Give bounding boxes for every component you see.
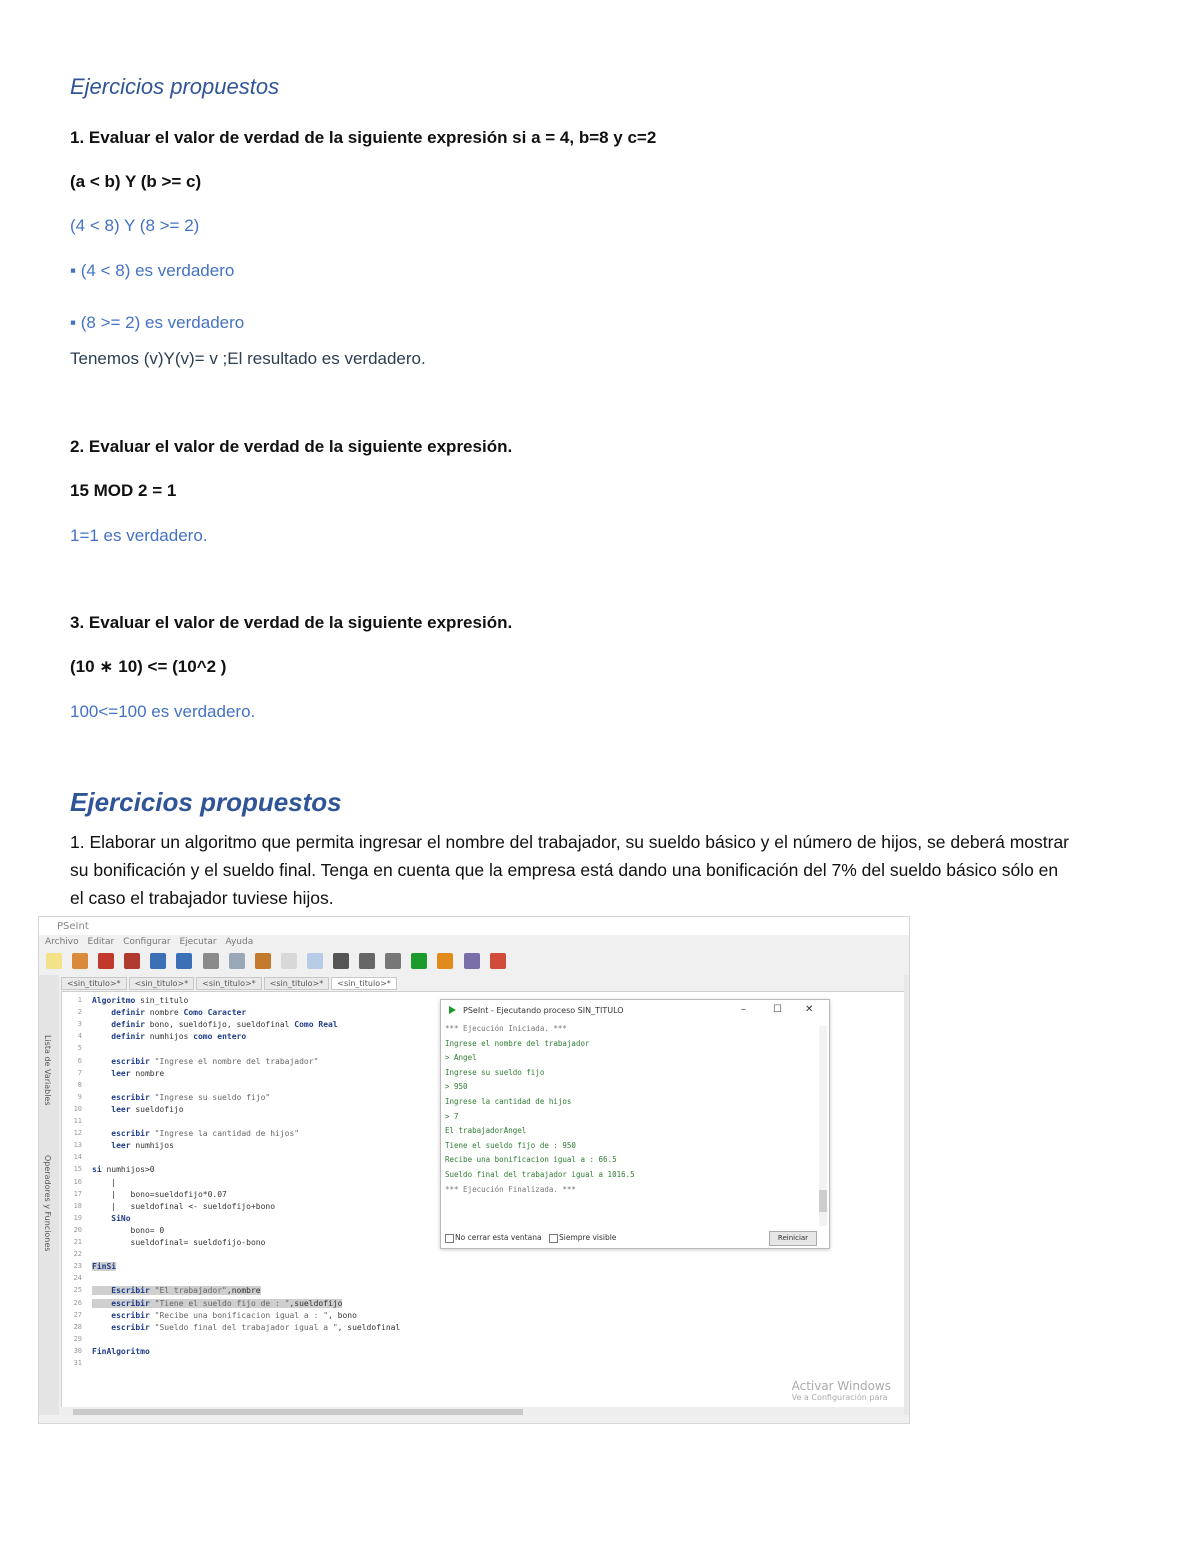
line-number-gutter xyxy=(62,992,88,1408)
menu-ejecutar[interactable]: Ejecutar xyxy=(179,937,217,947)
always-visible-label: Siempre visible xyxy=(559,1233,617,1242)
line-number: 18 xyxy=(73,1201,82,1210)
code-line[interactable]: | sueldofinal <- sueldofijo+bono xyxy=(92,1201,276,1211)
section2-heading: Ejercicios propuestos xyxy=(70,787,342,817)
file-tab[interactable]: <sin_titulo>* xyxy=(129,977,195,990)
line-number: 1 xyxy=(77,996,82,1004)
console-line: Ingrese el nombre del trabajador xyxy=(445,1038,590,1048)
file-tab[interactable]: <sin_titulo>* xyxy=(264,977,330,990)
code-line[interactable]: escribir "Sueldo final del trabajador igual a ", sueldofinal xyxy=(111,1322,401,1332)
line-number: 13 xyxy=(73,1141,82,1150)
pseint-screenshot xyxy=(38,916,910,1424)
menu-ayuda[interactable]: Ayuda xyxy=(225,937,254,947)
menu-configurar[interactable]: Configurar xyxy=(123,937,171,947)
line-number: 21 xyxy=(73,1238,82,1246)
line-number: 7 xyxy=(77,1068,82,1077)
console-footer xyxy=(441,1228,829,1248)
line-number: 28 xyxy=(73,1322,82,1331)
watermark-subtitle: Ve a Configuración para xyxy=(791,1393,888,1402)
ex1-expression: (a < b) Y (b >= c) xyxy=(70,172,202,191)
code-line[interactable]: definir nombre Como Caracter xyxy=(111,1008,247,1018)
ex3-result: 100<=100 es verdadero. xyxy=(70,702,256,721)
app-titlebar xyxy=(39,917,909,935)
code-line[interactable]: si numhijos>0 xyxy=(92,1165,155,1175)
file-tab[interactable]: <sin_titulo>* xyxy=(196,977,262,990)
console-line: Recibe una bonificacion igual a : 66.5 xyxy=(445,1155,617,1165)
restart-button[interactable]: Reiniciar xyxy=(769,1231,817,1246)
activation-watermark xyxy=(792,1379,891,1402)
console-line: > 7 xyxy=(445,1111,459,1121)
line-number: 26 xyxy=(73,1298,82,1307)
toolbar xyxy=(43,949,903,975)
line-number: 23 xyxy=(73,1262,82,1271)
ex1-conclusion: Tenemos (v)Y(v)= v ;El resultado es verdadero. xyxy=(70,349,426,368)
variables-list-tab[interactable]: Lista de Variables xyxy=(43,1035,52,1106)
indent-icon[interactable] xyxy=(281,953,297,969)
line-number: 12 xyxy=(73,1129,82,1138)
bullet-icon: ▪ xyxy=(70,261,81,280)
console-line: Tiene el sueldo fijo de : 950 xyxy=(445,1140,576,1150)
line-number: 19 xyxy=(73,1213,82,1222)
line-number: 15 xyxy=(73,1165,82,1174)
line-number: 31 xyxy=(73,1359,82,1367)
line-number: 25 xyxy=(73,1286,82,1295)
help-icon[interactable] xyxy=(490,953,506,969)
console-line: Ingrese su sueldo fijo xyxy=(445,1067,545,1077)
code-line[interactable]: bono= 0 xyxy=(92,1225,165,1235)
console-line: Sueldo final del trabajador igual a 1016.5 xyxy=(445,1170,635,1179)
ex2-expression: 15 MOD 2 = 1 xyxy=(70,481,177,500)
code-line[interactable]: FinAlgoritmo xyxy=(92,1346,150,1356)
line-number: 3 xyxy=(77,1020,82,1029)
new-file-icon[interactable] xyxy=(46,953,62,969)
code-line[interactable]: escribir "Tiene el sueldo fijo de : ",sueldofijo xyxy=(92,1299,342,1308)
console-title: PSeInt - Ejecutando proceso SIN_TITULO xyxy=(463,1006,624,1015)
menu-bar xyxy=(39,935,909,949)
keep-open-checkbox[interactable] xyxy=(445,1234,454,1243)
copy-icon[interactable] xyxy=(229,953,245,969)
code-line[interactable]: definir bono, sueldofijo, sueldofinal Como Real xyxy=(111,1020,338,1030)
ex1-title: 1. Evaluar el valor de verdad de la siguiente expresión si a = 4, b=8 y c=2 xyxy=(70,128,657,147)
code-line[interactable]: escribir "Recibe una bonificacion igual a : ", bono xyxy=(111,1310,357,1320)
line-number: 6 xyxy=(77,1056,82,1065)
line-number: 30 xyxy=(73,1346,82,1355)
check-syntax-icon[interactable] xyxy=(359,953,375,969)
code-line[interactable]: Algoritmo sin_titulo xyxy=(92,996,189,1005)
code-line[interactable]: escribir "Ingrese la cantidad de hijos" xyxy=(111,1129,300,1139)
menu-editar[interactable]: Editar xyxy=(87,937,115,947)
bullet-icon: ▪ xyxy=(70,313,81,332)
code-line[interactable]: escribir "Ingrese su sueldo fijo" xyxy=(111,1092,271,1102)
side-panel xyxy=(39,975,59,1415)
file-tab-active[interactable]: <sin_titulo>* xyxy=(331,977,397,990)
ex2-result: 1=1 es verdadero. xyxy=(70,526,208,545)
paste-icon[interactable] xyxy=(255,953,271,969)
line-number: 11 xyxy=(73,1117,82,1125)
ex3-expression: (10 ∗ 10) <= (10^2 ) xyxy=(70,657,227,676)
line-number: 9 xyxy=(77,1092,82,1101)
line-number: 14 xyxy=(73,1153,82,1162)
scroll-thumb[interactable] xyxy=(73,1409,523,1415)
console-line: El trabajadorAngel xyxy=(445,1126,527,1136)
line-number: 16 xyxy=(73,1177,82,1186)
ex3-title: 3. Evaluar el valor de verdad de la siguiente expresión. xyxy=(70,613,513,632)
code-line[interactable]: leer sueldofijo xyxy=(111,1104,184,1114)
horizontal-scrollbar[interactable] xyxy=(61,1407,904,1417)
code-line[interactable]: Escribir "El trabajador",nombre xyxy=(92,1286,261,1295)
file-tabs xyxy=(61,977,399,991)
console-scroll-thumb[interactable] xyxy=(819,1190,827,1212)
code-line[interactable]: sueldofinal= sueldofijo-bono xyxy=(92,1238,266,1247)
run-icon xyxy=(449,1006,456,1014)
console-line: *** Ejecución Finalizada. *** xyxy=(445,1184,576,1194)
maximize-icon[interactable]: ☐ xyxy=(773,1004,782,1015)
line-number: 4 xyxy=(77,1032,82,1041)
line-number: 17 xyxy=(73,1189,82,1198)
watermark-title: Activar Windows xyxy=(791,1379,891,1393)
open-folder-icon[interactable] xyxy=(72,953,88,969)
line-number: 24 xyxy=(73,1274,82,1283)
app-title: PSeInt xyxy=(57,921,89,932)
line-number: 10 xyxy=(73,1104,82,1113)
cut-icon[interactable] xyxy=(203,953,219,969)
console-line: > 950 xyxy=(445,1082,468,1092)
line-number: 8 xyxy=(77,1080,82,1089)
always-visible-checkbox[interactable] xyxy=(549,1234,558,1243)
ex2-title: 2. Evaluar el valor de verdad de la siguiente expresión. xyxy=(70,437,513,456)
code-line[interactable]: leer numhijos xyxy=(111,1141,174,1151)
code-line[interactable]: SiNo xyxy=(111,1213,131,1223)
console-output xyxy=(445,1024,815,1224)
save-icon[interactable] xyxy=(98,953,114,969)
console-titlebar xyxy=(441,1000,829,1020)
line-number: 2 xyxy=(77,1008,82,1017)
line-number: 22 xyxy=(73,1250,82,1259)
line-number: 5 xyxy=(77,1044,82,1053)
code-line[interactable]: FinSi xyxy=(92,1262,117,1272)
console-line: Ingrese la cantidad de hijos xyxy=(445,1097,572,1106)
run-icon[interactable] xyxy=(411,953,427,969)
code-editor[interactable] xyxy=(61,991,906,1409)
flowchart-icon[interactable] xyxy=(333,953,349,969)
section1-heading: Ejercicios propuestos xyxy=(70,74,280,99)
diagram-icon[interactable] xyxy=(464,953,480,969)
code-line[interactable]: | xyxy=(92,1177,117,1187)
code-line[interactable]: | bono=sueldofijo*0.07 xyxy=(92,1189,227,1199)
line-number: 27 xyxy=(73,1310,82,1319)
search-icon[interactable] xyxy=(307,953,323,969)
section2-paragraph: 1. Elaborar un algoritmo que permita ingresar el nombre del trabajador, su sueldo básico y el número de hijos, se deberá mostrar su bonificación y el sueldo final. Tenga en cuenta que la empresa está dando una bonificación del 7% del sueldo básico sólo en el caso el trabajador tuviese hijos. xyxy=(70,832,1070,908)
line-number: 20 xyxy=(73,1225,82,1234)
line-number: 29 xyxy=(73,1334,82,1343)
undo-icon[interactable] xyxy=(150,953,166,969)
code-line[interactable]: leer nombre xyxy=(111,1068,165,1078)
bullet-text: (4 < 8) es verdadero xyxy=(80,261,235,280)
execution-console-window xyxy=(440,999,830,1249)
step-icon[interactable] xyxy=(437,953,453,969)
save-as-icon[interactable] xyxy=(124,953,140,969)
operators-tab[interactable]: Operadores y Funciones xyxy=(43,1155,52,1252)
console-line: *** Ejecución Iniciada. *** xyxy=(445,1024,567,1033)
bullet-text: (8 >= 2) es verdadero xyxy=(80,313,245,332)
ex1-bullet-2 xyxy=(70,313,244,333)
keep-open-label: No cerrar esta ventana xyxy=(455,1233,542,1242)
vertical-scrollbar[interactable] xyxy=(904,975,909,1415)
ex1-substitution: (4 < 8) Y (8 >= 2) xyxy=(70,216,200,235)
ex1-bullet-1 xyxy=(70,261,234,281)
redo-icon[interactable] xyxy=(176,953,192,969)
code-line[interactable]: definir numhijos como entero xyxy=(111,1032,247,1042)
minimize-icon[interactable]: – xyxy=(741,1004,746,1015)
close-icon[interactable]: ✕ xyxy=(805,1004,814,1015)
debug-icon[interactable] xyxy=(385,953,401,969)
menu-archivo[interactable]: Archivo xyxy=(45,937,79,947)
code-line[interactable]: escribir "Ingrese el nombre del trabajador" xyxy=(111,1056,319,1066)
console-line: > Angel xyxy=(445,1053,477,1063)
file-tab[interactable]: <sin_titulo>* xyxy=(61,977,127,990)
